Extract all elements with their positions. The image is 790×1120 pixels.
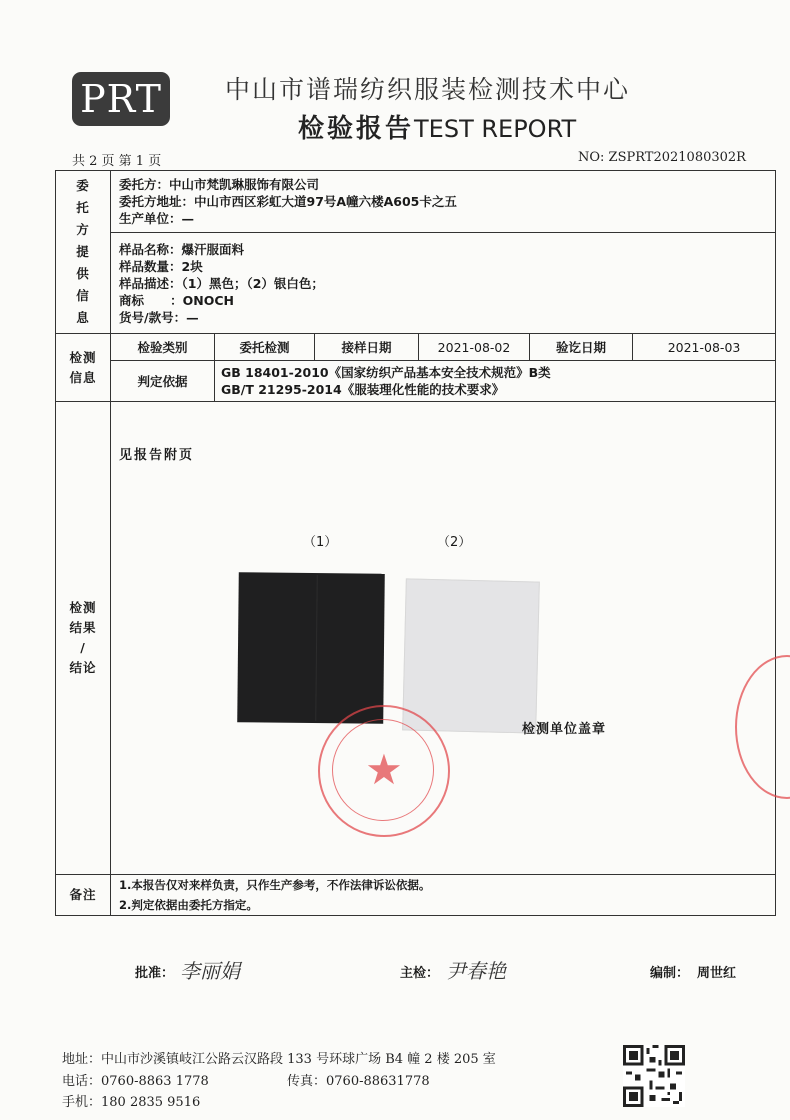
client-section-label-text: 委托方提供信息 (76, 178, 90, 325)
completed-date-value: 2021-08-03 (633, 334, 776, 361)
test-info-label (56, 334, 111, 402)
remarks-label: 备注 (56, 875, 111, 916)
trademark: 商标 ：ONOCH (119, 292, 234, 308)
approve-signature: 李丽娟 (180, 959, 240, 983)
sample2-label: （2） (437, 535, 472, 550)
remarks-cell (111, 875, 776, 916)
qr-code-icon (623, 1045, 685, 1107)
sample-info-cell (111, 233, 776, 334)
inspect-signature: 尹春艳 (446, 959, 506, 983)
sample2-silver-swatch (402, 578, 540, 733)
basis-label: 判定依据 (111, 361, 215, 402)
report-number: NO: ZSPRT2021080302R (578, 150, 746, 165)
received-date-label: 接样日期 (315, 334, 419, 361)
remark-line-2: 2.判定依据由委托方指定。 (119, 898, 258, 912)
remark-line-1: 1.本报告仅对来样负责，只作生产参考，不作法律诉讼依据。 (119, 878, 431, 892)
title-cn: 检验报告 (298, 114, 415, 144)
org-name: 中山市谱瑞纺织服装检测技术中心 (225, 75, 631, 104)
basis-line-2: GB/T 21295-2014《服装理化性能的技术要求》 (221, 382, 505, 397)
compile-label: 编制： (650, 966, 690, 981)
result-label-text: 检测 结果 / 结论 (69, 600, 97, 675)
basis-standards (215, 361, 776, 402)
received-date-value: 2021-08-02 (419, 334, 530, 361)
sample1-label: （1） (303, 535, 338, 550)
sample1-black-swatch (237, 572, 385, 724)
basis-line-1: GB 18401-2010《国家纺织产品基本安全技术规范》B类 (221, 365, 551, 380)
sample-description: 样品描述：（1）黑色；（2）银白色； (119, 275, 324, 291)
report-title (298, 108, 576, 145)
official-seal (318, 705, 450, 837)
client-info-cell (111, 171, 776, 233)
category-label: 检验类别 (111, 334, 215, 361)
footer-address: 地址：中山市沙溪镇岐江公路云汉路段 133 号环球广场 B4 幢 2 楼 205 室 (62, 1052, 496, 1067)
inspect-label: 主检： (400, 966, 440, 981)
result-label (56, 402, 111, 875)
producer: 生产单位：— (119, 211, 195, 226)
page-count: 共 2 页 第 1 页 (72, 154, 162, 169)
client-address: 委托方地址：中山市西区彩虹大道97号A幢六楼A605卡之五 (119, 194, 457, 209)
sample-quantity: 样品数量：2块 (119, 258, 203, 274)
result-text: 见报告附页 (119, 448, 195, 463)
footer-fax: 传真：0760-88631778 (287, 1074, 430, 1089)
test-info-label-text: 检测 信息 (69, 349, 97, 385)
stamp-caption: 检测单位盖章 (522, 722, 607, 737)
footer-mobile: 手机：180 2835 9516 (62, 1095, 201, 1110)
approve-label: 批准： (135, 966, 175, 981)
completed-date-label: 验讫日期 (530, 334, 633, 361)
seal-star-icon: ★ (365, 745, 403, 794)
title-en: TEST REPORT (414, 115, 577, 143)
compile-name: 周世红 (697, 966, 737, 981)
category-value: 委托检测 (215, 334, 315, 361)
sample-name: 样品名称：爆汗服面料 (119, 241, 245, 257)
client-name: 委托方：中山市梵凯琳服饰有限公司 (119, 177, 320, 192)
client-section-label (56, 171, 111, 334)
prt-logo: PRT (72, 72, 170, 126)
style-number: 货号/款号：— (119, 309, 199, 325)
footer-phone: 电话：0760-8863 1778 (62, 1074, 209, 1089)
